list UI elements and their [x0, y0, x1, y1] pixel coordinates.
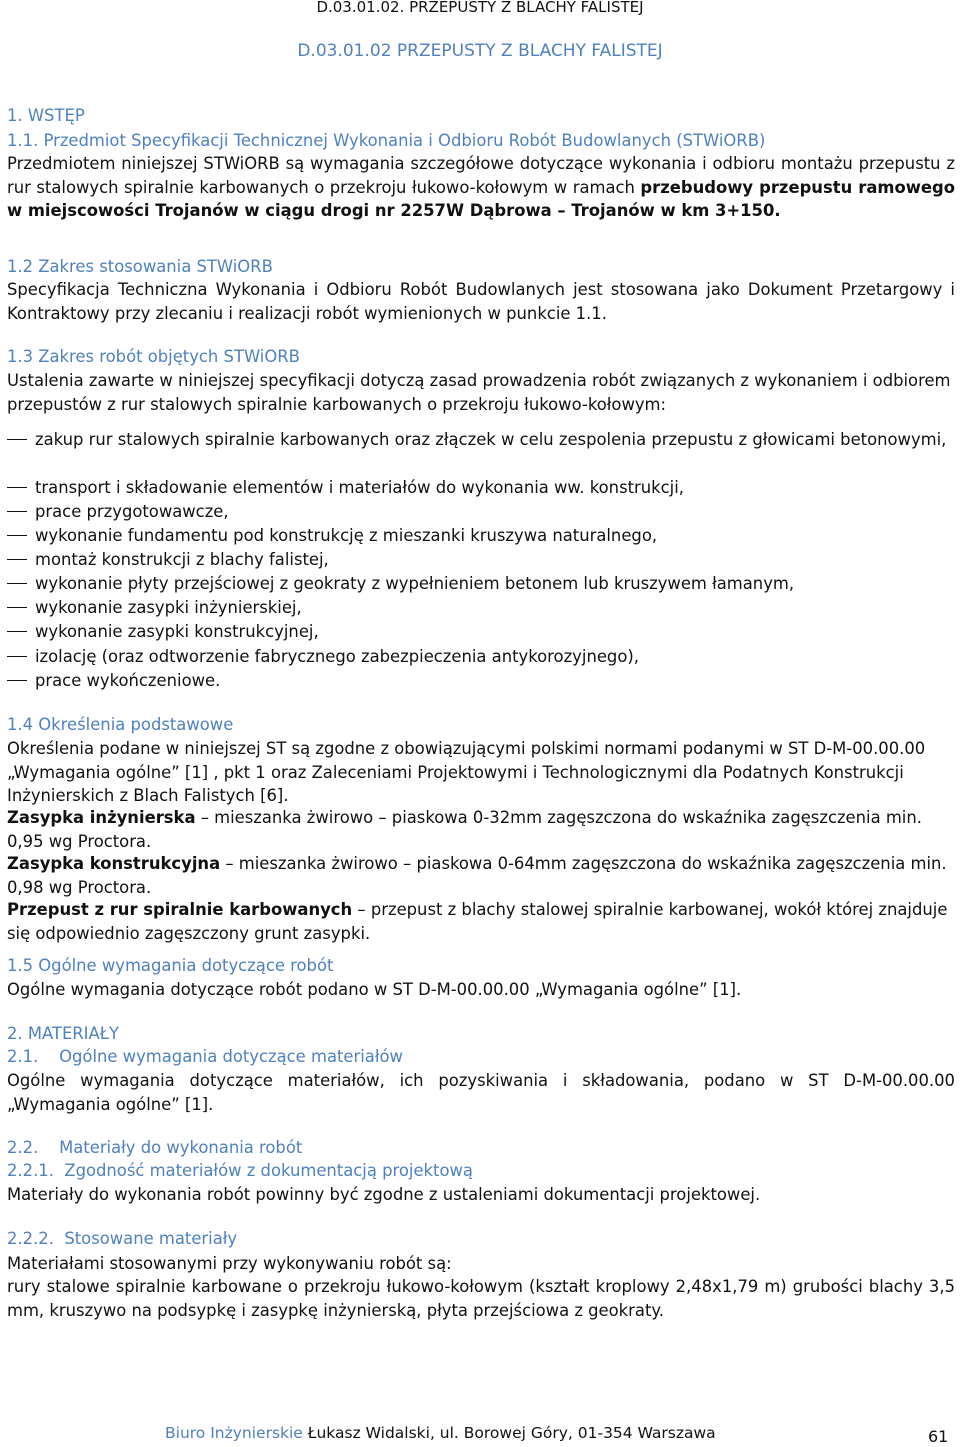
definition-zasypka-konstrukcyjna: [7, 852, 955, 899]
definition-term: Zasypka inżynierska: [7, 808, 196, 827]
document-title: D.03.01.02 PRZEPUSTY Z BLACHY FALISTEJ: [297, 41, 663, 61]
section-1-1-text-plain: Przedmiotem niniejszej STWiORB są wymagania szczegółowe dotyczące wykonania i odbioru montażu przepustu z rur stalowych spiralnie karbowanych o przekroju łukowo-kołowym w ramach: [7, 154, 955, 197]
list-item: zakup rur stalowych spiralnie karbowanych oraz złączek w celu zespolenia przepustu z głowicami betonowymi,: [7, 428, 955, 452]
list-item: wykonanie płyty przejściowej z geokraty z wypełnieniem betonem lub kruszywem łamanym,: [7, 572, 955, 596]
section-2-2-2-text2: rury stalowe spiralnie karbowane o przekroju łukowo-kołowym (kształt kroplowy 2,48x1,79 m) grubości blachy 3,5 mm, kruszywo na podsypkę i zasypkę inżynierską, płyta przejściowa z geokraty.: [7, 1277, 955, 1320]
dash-icon: [7, 511, 27, 512]
section-1-1-text-bold: przebudowy przepustu ramowego w miejscowości Trojanów w ciągu drogi nr 2257W Dąbrowa – Trojanów w km 3+150.: [7, 177, 955, 220]
list-item: wykonanie fundamentu pod konstrukcję z mieszanki kruszywa naturalnego,: [7, 524, 955, 548]
list-item: wykonanie zasypki konstrukcyjnej,: [7, 620, 955, 644]
section-heading-1: 1. WSTĘP: [7, 106, 85, 125]
section-heading-1-1: 1.1. Przedmiot Specyfikacji Technicznej Wykonania i Odbioru Robót Budowlanych (STWiORB): [7, 131, 766, 150]
dash-icon: [7, 656, 27, 657]
definition-text: – mieszanka żwirowo – piaskowa 0-64mm zagęszczona do wskaźnika zagęszczenia min. 0,98 wg Proctora.: [7, 854, 947, 897]
running-header: D.03.01.02. PRZEPUSTY Z BLACHY FALISTEJ: [316, 0, 644, 16]
section-heading-1-5: 1.5 Ogólne wymagania dotyczące robót: [7, 956, 334, 975]
section-heading-2-1: 2.1. Ogólne wymagania dotyczące materiałów: [7, 1047, 403, 1066]
dash-icon: [7, 583, 27, 584]
list-item: wykonanie zasypki inżynierskiej,: [7, 596, 955, 620]
definition-text: – mieszanka żwirowo – piaskowa 0-32mm zagęszczona do wskaźnika zagęszczenia min. 0,95 wg Proctora.: [7, 808, 922, 851]
dash-icon: [7, 680, 27, 681]
section-1-1-text: [7, 152, 955, 223]
section-1-4-intro: Określenia podane w niniejszej ST są zgodne z obowiązującymi polskimi normami podanymi w ST D-M-00.00.00 „Wymagania ogólne” [1] , pkt 1 oraz Zaleceniami Projektowymi i Technologicznymi dla Podatnych Konstrukcji Inżynierskich z Blach Falistych [6].: [7, 739, 926, 805]
list-item: izolację (oraz odtworzenie fabrycznego zabezpieczenia antykorozyjnego),: [7, 645, 955, 669]
section-heading-2-2: 2.2. Materiały do wykonania robót: [7, 1138, 303, 1157]
definition-zasypka-inzynierska: [7, 806, 955, 853]
dash-icon: [7, 487, 27, 488]
dash-icon: [7, 535, 27, 536]
footer-company: Biuro Inżynierskie: [165, 1424, 303, 1442]
list-item: prace przygotowawcze,: [7, 500, 955, 524]
section-heading-1-2: 1.2 Zakres stosowania STWiORB: [7, 257, 273, 276]
definition-term: Zasypka konstrukcyjna: [7, 854, 221, 873]
dash-icon: [7, 439, 27, 440]
list-item: montaż konstrukcji z blachy falistej,: [7, 548, 955, 572]
section-1-5-text: Ogólne wymagania dotyczące robót podano w ST D-M-00.00.00 „Wymagania ogólne” [1].: [7, 980, 742, 999]
section-heading-1-4: 1.4 Określenia podstawowe: [7, 715, 234, 734]
section-heading-2-2-1: 2.2.1. Zgodność materiałów z dokumentacją projektową: [7, 1161, 473, 1180]
dash-icon: [7, 559, 27, 560]
section-1-3-text: Ustalenia zawarte w niniejszej specyfikacji dotyczą zasad prowadzenia robót związanych z wykonaniem i odbiorem przepustów z rur stalowych spiralnie karbowanych o przekroju łukowo-kołowym:: [7, 371, 951, 414]
section-2-2-1-text: Materiały do wykonania robót powinny być zgodne z ustaleniami dokumentacji projektowej.: [7, 1185, 761, 1204]
list-item: prace wykończeniowe.: [7, 669, 955, 693]
section-heading-2-2-2: 2.2.2. Stosowane materiały: [7, 1229, 238, 1248]
section-heading-1-3: 1.3 Zakres robót objętych STWiORB: [7, 347, 300, 366]
page-number: 61: [928, 1427, 949, 1446]
definition-text: – przepust z blachy stalowej spiralnie karbowanej, wokół której znajduje się odpowiednio zagęszczony grunt zasypki.: [7, 900, 948, 943]
dash-icon: [7, 607, 27, 608]
section-heading-2: 2. MATERIAŁY: [7, 1024, 119, 1043]
dash-icon: [7, 631, 27, 632]
definition-przepust: [7, 898, 955, 945]
definition-term: Przepust z rur spiralnie karbowanych: [7, 900, 353, 919]
footer: [165, 1424, 716, 1442]
footer-address: Łukasz Widalski, ul. Borowej Góry, 01-354 Warszawa: [302, 1424, 716, 1442]
section-1-2-text: Specyfikacja Techniczna Wykonania i Odbioru Robót Budowlanych jest stosowana jako Dokument Przetargowy i Kontraktowy przy zlecaniu i realizacji robót wymienionych w punkcie 1.1.: [7, 280, 955, 323]
section-2-2-2-text1: Materiałami stosowanymi przy wykonywaniu robót są:: [7, 1254, 452, 1273]
list-item: transport i składowanie elementów i materiałów do wykonania ww. konstrukcji,: [7, 476, 955, 500]
section-2-1-text: Ogólne wymagania dotyczące materiałów, ich pozyskiwania i składowania, podano w ST D-M-00.00.00 „Wymagania ogólne” [1].: [7, 1071, 955, 1114]
